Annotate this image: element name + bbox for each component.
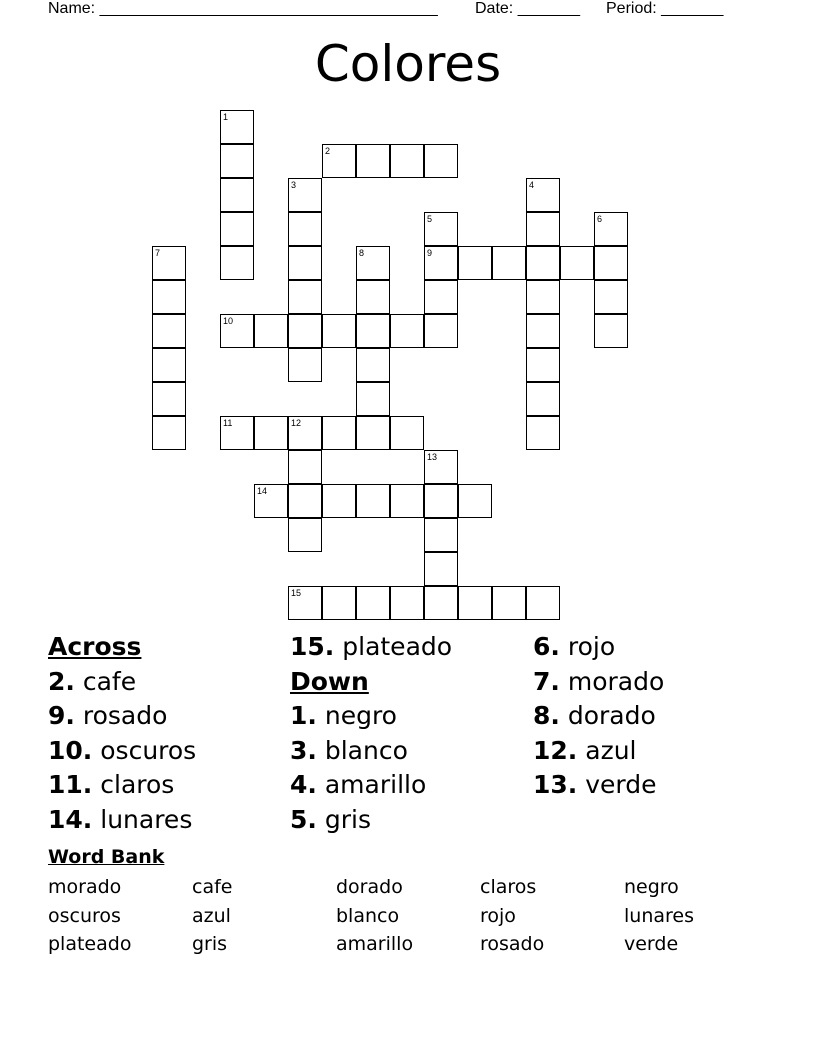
grid-cell[interactable] [288,246,322,280]
grid-cell[interactable] [152,314,186,348]
clues-column-2 [290,630,452,837]
grid-cell[interactable] [220,416,254,450]
word-bank-column-4 [480,873,544,959]
grid-cell[interactable] [288,484,322,518]
word-bank-column-3 [336,873,413,959]
clue-across-11: 11. claros [48,770,175,799]
grid-cell[interactable] [356,144,390,178]
grid-cell[interactable] [356,382,390,416]
word-bank-item: gris [192,933,228,955]
grid-cell[interactable] [322,314,356,348]
clue-number: 11 [223,418,233,428]
clue-down-6: 6. rojo [533,632,616,661]
word-bank-item: oscuros [48,904,121,927]
grid-cell[interactable] [424,586,458,620]
word-bank-item: negro [624,876,679,898]
page-title: Colores [314,35,502,93]
grid-cell[interactable] [492,586,526,620]
clue-down-4: 4. amarillo [290,770,427,799]
grid-cell[interactable] [254,416,288,450]
grid-cell[interactable] [526,178,560,212]
grid-cell[interactable] [390,484,424,518]
clue-down-1: 1. negro [290,701,397,730]
grid-cell[interactable] [492,246,526,280]
grid-cell[interactable] [424,450,458,484]
clue-down-13: 13. verde [533,770,657,799]
grid-cell[interactable] [594,280,628,314]
clue-down-5: 5. gris [290,804,371,834]
clue-across-9: 9. rosado [48,701,168,730]
grid-cell[interactable] [322,484,356,518]
grid-cell[interactable] [424,280,458,314]
grid-cell[interactable] [322,144,356,178]
clue-down-8: 8. dorado [533,701,656,730]
grid-cell[interactable] [594,212,628,246]
grid-cell[interactable] [458,246,492,280]
word-bank-item: lunares [624,904,694,927]
word-bank-item: amarillo [336,933,414,955]
clue-across-14: 14. lunares [48,804,193,834]
grid-cell[interactable] [254,314,288,348]
grid-cell[interactable] [220,212,254,246]
grid-cell[interactable] [288,314,322,348]
word-bank-column-2 [192,873,232,959]
clue-number: 8 [359,248,365,258]
grid-cell[interactable] [152,348,186,382]
word-bank-column-5 [624,873,694,959]
clue-number: 1 [223,112,229,122]
clue-across-10: 10. oscuros [48,735,197,765]
grid-cell[interactable] [288,178,322,212]
grid-cell[interactable] [424,484,458,518]
grid-cell[interactable] [356,586,390,620]
grid-cell[interactable] [220,110,254,144]
clue-number: 5 [427,214,433,224]
grid-cell[interactable] [220,246,254,280]
grid-cell[interactable] [424,246,458,280]
grid-cell[interactable] [526,246,560,280]
grid-cell[interactable] [322,586,356,620]
grid-cell[interactable] [254,484,288,518]
grid-cell[interactable] [152,280,186,314]
grid-cell[interactable] [288,518,322,552]
grid-cell[interactable] [424,518,458,552]
clues-column-3 [533,630,664,803]
grid-cell[interactable] [526,416,560,450]
grid-cell[interactable] [152,246,186,280]
period-line[interactable]: Period: _______ [606,0,724,17]
clue-down-12: 12. azul [533,735,637,765]
word-bank-item: azul [192,904,231,927]
word-bank-item: plateado [48,933,132,955]
grid-cell[interactable] [424,144,458,178]
grid-cell[interactable] [356,348,390,382]
grid-cell[interactable] [356,416,390,450]
clue-number: 13 [427,452,438,462]
grid-cell[interactable] [526,348,560,382]
clue-number: 12 [291,418,302,428]
grid-cell[interactable] [560,246,594,280]
grid-cell[interactable] [322,416,356,450]
clue-across-2: 2. cafe [48,666,137,696]
grid-cell[interactable] [288,586,322,620]
word-bank-column-1 [48,873,131,959]
grid-cell[interactable] [288,212,322,246]
grid-cell[interactable] [526,382,560,416]
grid-cell[interactable] [390,314,424,348]
grid-cell[interactable] [458,586,492,620]
name-line[interactable]: Name: ______________________________________ [48,0,438,17]
word-bank-item: verde [624,933,679,955]
word-bank-item: rosado [480,933,545,955]
clue-number: 15 [291,588,302,598]
grid-cell[interactable] [288,416,322,450]
word-bank-item: blanco [336,904,400,927]
grid-cell[interactable] [356,246,390,280]
word-bank-item: dorado [336,876,403,898]
grid-cell[interactable] [594,246,628,280]
word-bank-item: claros [480,876,537,898]
date-line[interactable]: Date: _______ [475,0,580,17]
clue-number: 4 [529,180,535,190]
grid-cell[interactable] [152,416,186,450]
clue-number: 2 [325,146,331,156]
clue-number: 14 [257,486,268,496]
grid-cell[interactable] [526,212,560,246]
clue-number: 9 [427,248,433,258]
word-bank-item: morado [48,876,122,898]
grid-cell[interactable] [594,314,628,348]
clue-down-3: 3. blanco [290,735,408,765]
grid-cell[interactable] [288,280,322,314]
grid-cell[interactable] [526,314,560,348]
clues-column-1 [48,630,196,837]
grid-cell[interactable] [390,416,424,450]
grid-cell[interactable] [220,314,254,348]
grid-cell[interactable] [220,144,254,178]
grid-cell[interactable] [152,382,186,416]
grid-cell[interactable] [458,484,492,518]
grid-cell[interactable] [288,348,322,382]
word-bank-item: cafe [192,876,233,898]
clue-down-7: 7. morado [533,666,665,696]
grid-cell[interactable] [526,280,560,314]
clue-across-15: 15. plateado [290,632,453,661]
grid-cell[interactable] [390,586,424,620]
clue-number: 10 [223,316,234,326]
word-bank-title: Word Bank [48,846,165,868]
grid-cell[interactable] [356,484,390,518]
grid-cell[interactable] [390,144,424,178]
clue-number: 6 [597,214,603,224]
grid-cell[interactable] [356,314,390,348]
grid-cell[interactable] [526,586,560,620]
grid-cell[interactable] [220,178,254,212]
word-bank-item: rojo [480,904,516,927]
grid-cell[interactable] [356,280,390,314]
grid-cell[interactable] [424,314,458,348]
grid-cell[interactable] [424,552,458,586]
clue-number: 3 [291,180,297,190]
down-heading: Down [290,666,369,696]
across-heading: Across [48,632,142,661]
clue-number: 7 [155,248,161,258]
grid-cell[interactable] [424,212,458,246]
grid-cell[interactable] [288,450,322,484]
